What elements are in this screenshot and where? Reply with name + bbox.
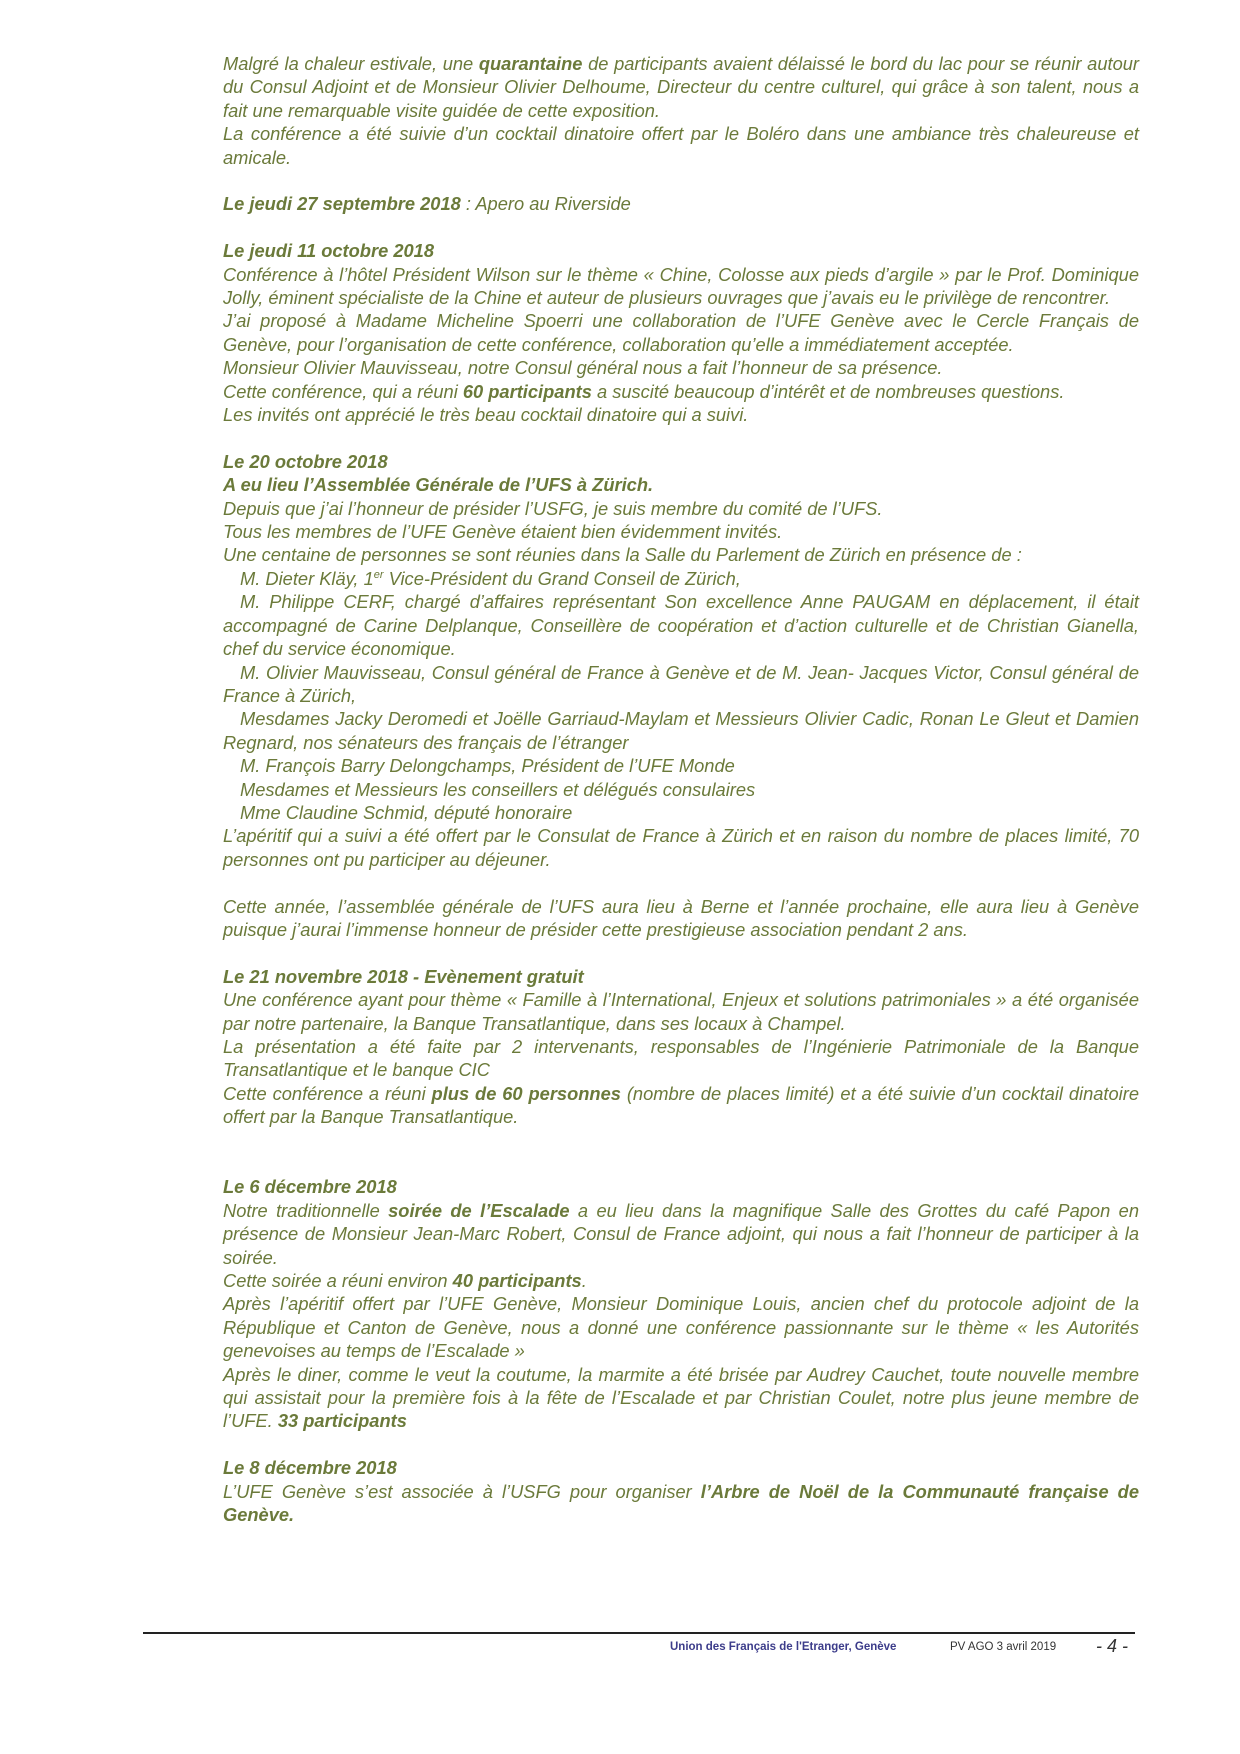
guest-item: M. Olivier Mauvisseau, Consul général de France à Genève et de M. Jean- Jacques Victor, Consul général de France à Zürich, [223, 661, 1139, 706]
footer-divider [143, 1632, 1135, 1634]
guest-item: M. François Barry Delongchamps, Président de l’UFE Monde [240, 755, 735, 777]
section-subheading-oct-20: A eu lieu l’Assemblée Générale de l’UFS à Zürich. [223, 474, 654, 496]
section-heading-dec-6: Le 6 décembre 2018 [223, 1176, 397, 1198]
paragraph: Après l’apéritif offert par l’UFE Genève, Monsieur Dominique Louis, ancien chef du protocole adjoint de la République et Canton de Genève, nous a donné une conférence passionnante sur le thème « les Autorités genevoises au temps de l’Escalade » [223, 1293, 1139, 1362]
section-heading-oct-11: Le jeudi 11 octobre 2018 [223, 240, 434, 262]
guest-item: M. Dieter Kläy, 1er Vice-Président du Grand Conseil de Zürich, [240, 567, 741, 589]
page-number: - 4 - [1096, 1636, 1129, 1656]
paragraph: Malgré la chaleur estivale, une quarantaine de participants avaient délaissé le bord du lac pour se réunir autour du Consul Adjoint et de Monsieur Olivier Delhoume, Directeur du centre culturel, qui grâce à son talent, nous a fait une remarquable visite guidée de cette exposition. [223, 53, 1139, 121]
paragraph: Après le diner, comme le veut la coutume, la marmite a été brisée par Audrey Cauchet, toute nouvelle membre qui assistait pour la première fois à la fête de l’Escalade et par Christian Coulet, notre plus jeune membre de l’UFE. 33 participants [223, 1363, 1139, 1432]
guest-item: Mesdames Jacky Deromedi et Joëlle Garriaud-Maylam et Messieurs Olivier Cadic, Ronan Le Gleut et Damien Regnard, nos sénateurs des français de l’étranger [223, 708, 1139, 753]
paragraph: Conférence à l’hôtel Président Wilson sur le thème « Chine, Colosse aux pieds d’argile » par le Prof. Dominique Jolly, éminent spécialiste de la Chine et auteur de plusieurs ouvrages que j’avais eu le privilège de rencontrer. [223, 263, 1139, 309]
section-heading-sept-27: Le jeudi 27 septembre 2018 : Apero au Riverside [223, 193, 631, 215]
paragraph: J’ai proposé à Madame Micheline Spoerri une collaboration de l’UFE Genève avec le Cercle Français de Genève, pour l’organisation de cette conférence, collaboration qu’elle a immédiatement acceptée. [223, 310, 1139, 355]
paragraph: Une conférence ayant pour thème « Famille à l’International, Enjeux et solutions patrimoniales » a été organisée par notre partenaire, la Banque Transatlantique, dans ses locaux à Champel. [223, 989, 1139, 1034]
paragraph: Cette année, l’assemblée générale de l’UFS aura lieu à Berne et l’année prochaine, elle aura lieu à Genève puisque j’aurai l’immense honneur de présider cette prestigieuse association pendant 2 ans. [223, 895, 1139, 940]
paragraph: Une centaine de personnes se sont réunies dans la Salle du Parlement de Zürich en présence de : [223, 544, 1022, 566]
guest-item: Mme Claudine Schmid, député honoraire [240, 801, 573, 823]
paragraph: Cette soirée a réuni environ 40 participants. [223, 1270, 587, 1292]
paragraph: Depuis que j’ai l’honneur de présider l’USFG, je suis membre du comité de l’UFS. [223, 497, 883, 519]
section-heading-dec-8: Le 8 décembre 2018 [223, 1457, 397, 1479]
paragraph: L’UFE Genève s’est associée à l’USFG pour organiser l’Arbre de Noël de la Communauté française de Genève. [223, 1480, 1139, 1526]
guest-item: Mesdames et Messieurs les conseillers et délégués consulaires [240, 778, 756, 800]
footer-organization: Union des Français de l'Etranger, Genève [670, 1641, 897, 1653]
guest-item: M. Philippe CERF, chargé d’affaires représentant Son excellence Anne PAUGAM en déplacement, il était accompagné de Carine Delplanque, Conseillère de coopération et d’action culturelle et de Christian Gianella, chef du service économique. [223, 591, 1139, 660]
paragraph: La conférence a été suivie d’un cocktail dinatoire offert par le Boléro dans une ambiance très chaleureuse et amicale. [223, 123, 1139, 168]
paragraph: Notre traditionnelle soirée de l’Escalade a eu lieu dans la magnifique Salle des Grottes du café Papon en présence de Monsieur Jean-Marc Robert, Consul de France adjoint, qui nous a fait l’honneur de participer à la soirée. [223, 1199, 1139, 1268]
paragraph: Cette conférence a réuni plus de 60 personnes (nombre de places limité) et a été suivie d’un cocktail dinatoire offert par la Banque Transatlantique. [223, 1082, 1139, 1128]
footer-pv-reference: PV AGO 3 avril 2019 [950, 1641, 1057, 1653]
section-heading-nov-21: Le 21 novembre 2018 - Evènement gratuit [223, 965, 584, 987]
paragraph: Monsieur Olivier Mauvisseau, notre Consul général nous a fait l’honneur de sa présence. [223, 357, 943, 379]
paragraph: L’apéritif qui a suivi a été offert par le Consulat de France à Zürich et en raison du nombre de places limité, 70 personnes ont pu participer au déjeuner. [223, 825, 1139, 870]
document-body [223, 52, 1139, 1526]
section-heading-oct-20: Le 20 octobre 2018 [223, 450, 388, 472]
paragraph: Les invités ont apprécié le très beau cocktail dinatoire qui a suivi. [223, 404, 749, 426]
paragraph: Cette conférence, qui a réuni 60 participants a suscité beaucoup d’intérêt et de nombreuses questions. [223, 380, 1065, 402]
paragraph: Tous les membres de l’UFE Genève étaient bien évidemment invités. [223, 521, 783, 543]
paragraph: La présentation a été faite par 2 intervenants, responsables de l’Ingénierie Patrimoniale de la Banque Transatlantique et le banque CIC [223, 1035, 1139, 1081]
